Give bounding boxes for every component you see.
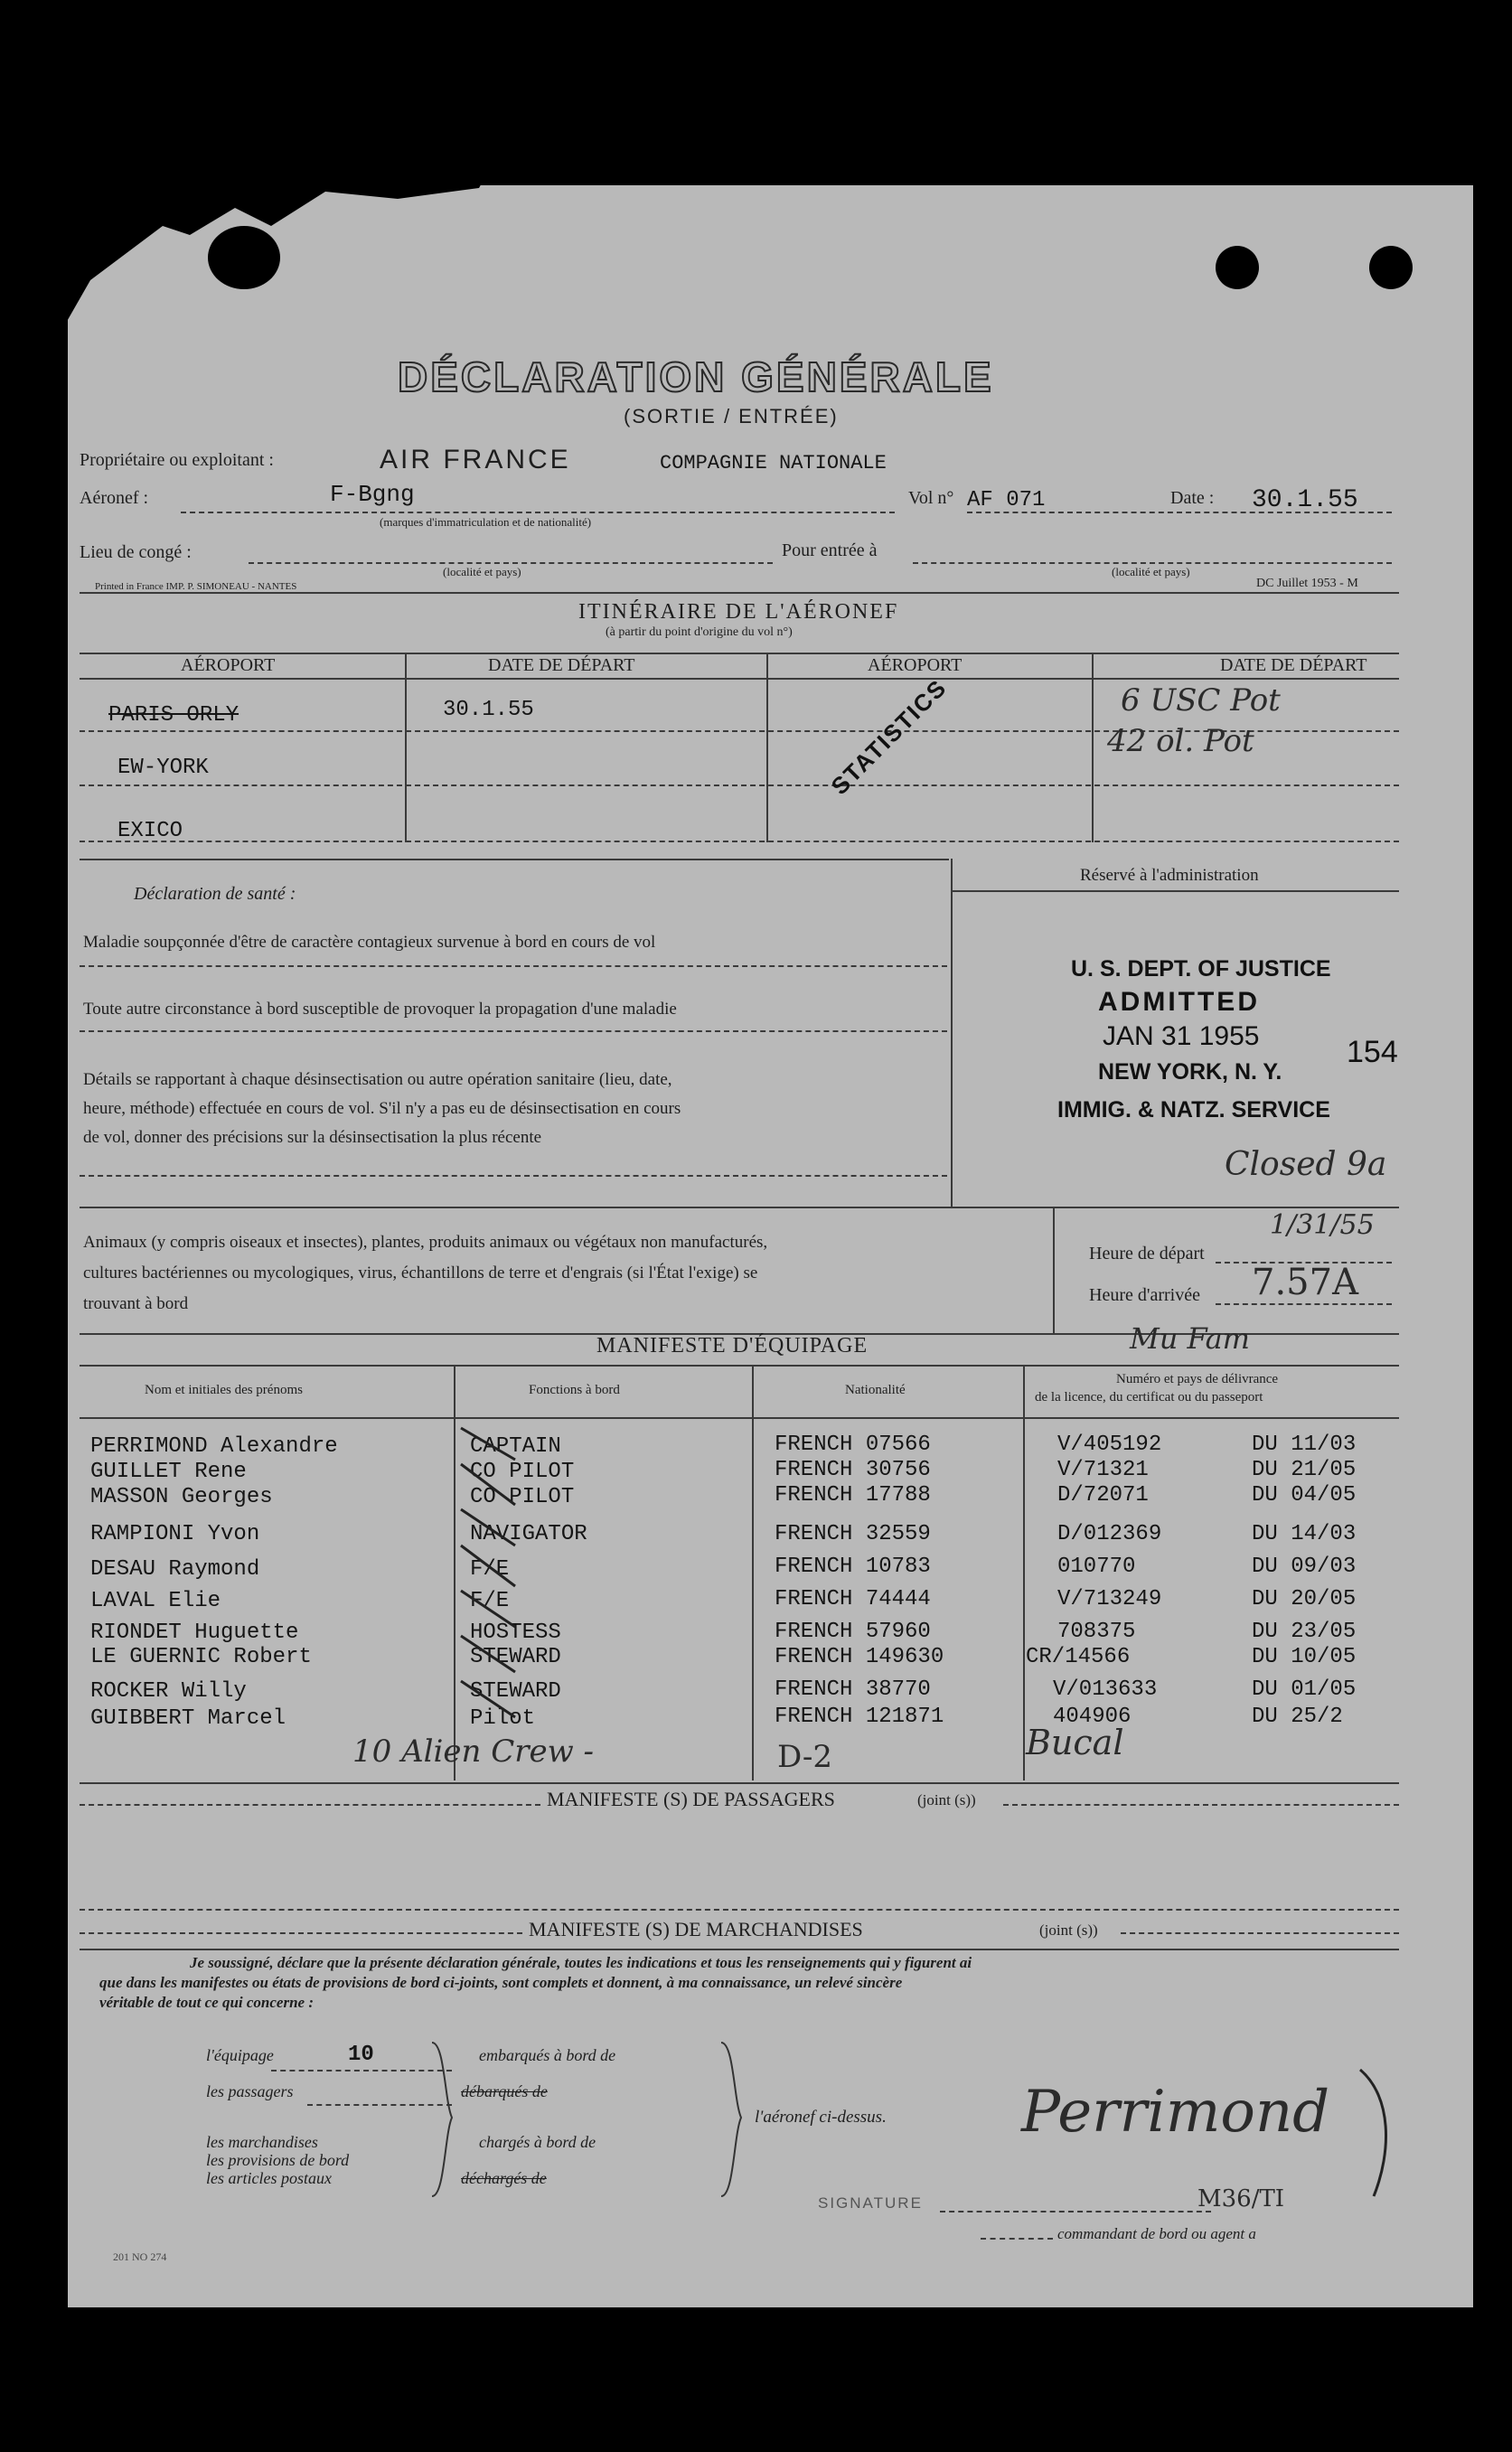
place-note: (localité et pays) (443, 565, 521, 578)
itinerary-date-1: 30.1.55 (443, 698, 534, 722)
punch-hole (1216, 246, 1259, 289)
admitted-stamp-line-1: U. S. DEPT. OF JUSTICE (1071, 956, 1331, 982)
health-row-line (80, 965, 947, 967)
health-line-4c: trouvant à bord (83, 1294, 189, 1313)
boarded-label: embarqués à bord de (479, 2046, 616, 2064)
date-value: 30.1.55 (1252, 486, 1358, 514)
crew-valid: DU 25/2 (1252, 1705, 1343, 1729)
health-title: Déclaration de santé : (134, 884, 296, 904)
itinerary-airport-2: EW-YORK (117, 756, 209, 780)
crew-function: STEWARD (470, 1679, 561, 1704)
crew-col-line (752, 1365, 754, 1780)
crew-valid: DU 01/05 (1252, 1677, 1357, 1702)
health-line-2: Toute autre circonstance à bord susceptible de provoquer la propagation d'une maladie (83, 1000, 677, 1019)
signatory-label: commandant de bord ou agent a (1057, 2225, 1256, 2242)
hand-closed: Closed 9a (1225, 1146, 1387, 1183)
passengers-line-right (1003, 1804, 1399, 1806)
crew-function: CAPTAIN (470, 1434, 561, 1459)
stamp-number: 154 (1347, 1035, 1398, 1069)
aircraft-line (181, 512, 895, 513)
health-admin-divider (951, 859, 953, 1207)
passengers-count-label: les passagers (206, 2082, 294, 2100)
admitted-stamp-line-2: ADMITTED (1098, 987, 1260, 1017)
crew-license: V/405192 (1057, 1433, 1162, 1457)
crew-name: GUILLET Rene (90, 1460, 247, 1484)
flight-line (967, 512, 1392, 513)
itinerary-subtitle: (à partir du point d'origine du vol n°) (606, 625, 793, 639)
passengers-line-left (80, 1804, 540, 1806)
signature-label: SIGNATURE (818, 2194, 923, 2212)
arrival-time-label: Heure d'arrivée (1089, 1285, 1200, 1305)
crew-function: CO PILOT (470, 1485, 575, 1509)
crew-col-nationality: Nationalité (845, 1383, 906, 1397)
passengers-title: MANIFESTE (S) DE PASSAGERS (547, 1788, 835, 1810)
punch-hole (208, 226, 280, 289)
crew-nationality: FRENCH 32559 (775, 1522, 931, 1546)
itinerary-row-line (80, 784, 1399, 786)
signatory-line (981, 2238, 1053, 2240)
crew-license: 404906 (1053, 1705, 1132, 1729)
crew-function: Pilot (470, 1706, 536, 1731)
crew-nationality: FRENCH 10783 (775, 1555, 931, 1579)
statistics-stamp: STATISTICS (825, 673, 953, 801)
health-line-3b: heure, méthode) effectuée en cours de vol. S'il n'y a pas eu de désinsectisation en cours (83, 1099, 681, 1118)
crew-function: NAVIGATOR (470, 1522, 587, 1546)
crew-license: V/013633 (1053, 1677, 1158, 1702)
crew-function: STEWARD (470, 1645, 561, 1669)
crew-nationality: FRENCH 07566 (775, 1433, 931, 1457)
crew-col-license-a: Numéro et pays de délivrance (1116, 1372, 1279, 1386)
health-row-line (80, 1175, 947, 1177)
admitted-stamp-line-3: JAN 31 1955 (1103, 1021, 1260, 1051)
admin-rule (951, 890, 1399, 892)
crew-nationality: FRENCH 30756 (775, 1458, 931, 1482)
crew-name: RIONDET Huguette (90, 1621, 299, 1645)
postal-label: les articles postaux (206, 2169, 332, 2187)
cargo-title: MANIFESTE (S) DE MARCHANDISES (529, 1918, 863, 1940)
crew-name: RAMPIONI Yvon (90, 1522, 260, 1546)
arrival-time-line (1216, 1303, 1392, 1305)
departure-time-label: Heure de départ (1089, 1244, 1205, 1264)
crew-function: CO PILOT (470, 1460, 575, 1484)
declaration-text-3: véritable de tout ce qui concerne : (99, 1994, 315, 2011)
crew-license: V/713249 (1057, 1587, 1162, 1611)
crew-function: F/E (470, 1557, 510, 1582)
crew-name: ROCKER Willy (90, 1679, 247, 1704)
crew-valid: DU 10/05 (1252, 1645, 1357, 1669)
crew-nationality: FRENCH 38770 (775, 1677, 931, 1702)
crew-license: CR/14566 (1026, 1645, 1131, 1669)
itinerary-head-rule (80, 678, 1399, 680)
crew-name: PERRIMOND Alexandre (90, 1434, 338, 1459)
admin-initials: Mu Fam (1130, 1321, 1250, 1356)
col-airport: AÉROPORT (181, 655, 276, 675)
crew-function: HOSTESS (470, 1621, 561, 1645)
cargo-joined: (joint (s)) (1039, 1921, 1098, 1939)
disembarked-label: débarqués de (461, 2082, 548, 2100)
hand-date: 1/31/55 (1270, 1209, 1375, 1241)
times-divider (1053, 1207, 1055, 1333)
crew-top-rule (80, 1365, 1399, 1367)
itinerary-airport-3: EXICO (117, 819, 183, 843)
admin-title: Réservé à l'administration (1080, 866, 1259, 885)
flight-label: Vol n° (908, 488, 954, 508)
provisions-label: les provisions de bord (206, 2151, 350, 2169)
health-top-rule (80, 859, 949, 860)
health-line-4b: cultures bactériennes ou mycologiques, virus, échantillons de terre et d'engrais (si l'État l'exige) se (83, 1264, 758, 1282)
col-departure-date-2: DATE DE DÉPART (1220, 655, 1367, 675)
crew-valid: DU 09/03 (1252, 1555, 1357, 1579)
crew-name: DESAU Raymond (90, 1557, 260, 1582)
goods-label: les marchandises (206, 2133, 318, 2151)
signature-line (940, 2211, 1211, 2212)
header-rule (80, 592, 1399, 594)
itinerary-title: ITINÉRAIRE DE L'AÉRONEF (578, 600, 899, 624)
printer-note: Printed in France IMP. P. SIMONEAU - NANTES (95, 581, 297, 592)
crew-col-name: Nom et initiales des prénoms (145, 1383, 303, 1397)
admitted-stamp-line-5: IMMIG. & NATZ. SERVICE (1057, 1097, 1330, 1123)
owner-label: Propriétaire ou exploitant : (80, 450, 274, 470)
aircraft-value: F-Bgng (330, 481, 415, 508)
form-reference: DC Juillet 1953 - M (1256, 577, 1358, 590)
itinerary-row-line (80, 841, 1399, 842)
crew-col-function: Fonctions à bord (529, 1383, 620, 1397)
aircraft-above-label: l'aéronef ci-dessus. (755, 2108, 887, 2127)
crew-name: LE GUERNIC Robert (90, 1645, 312, 1669)
place-note-2: (localité et pays) (1112, 565, 1190, 578)
itinerary-top-rule (80, 653, 1399, 654)
crew-bottom-rule (80, 1782, 1399, 1784)
aircraft-note: (marques d'immatriculation et de nationalité) (380, 515, 592, 529)
crew-name: GUIBBERT Marcel (90, 1706, 286, 1731)
crew-license: 010770 (1057, 1555, 1136, 1579)
crew-nationality: FRENCH 17788 (775, 1483, 931, 1508)
crew-hand-total: 10 Alien Crew - (352, 1733, 594, 1770)
signature-flourish (1356, 2061, 1410, 2205)
crew-bracket-strokes (434, 1410, 536, 1771)
col-departure-date: DATE DE DÉPART (488, 655, 635, 675)
arrival-place-line (913, 562, 1392, 564)
crew-nationality: FRENCH 149630 (775, 1645, 944, 1669)
col-airport-2: AÉROPORT (868, 655, 963, 675)
arrival-place-label: Pour entrée à (782, 540, 878, 560)
crew-head-rule (80, 1417, 1399, 1419)
crew-name: MASSON Georges (90, 1485, 273, 1509)
declaration-text-1: Je soussigné, déclare que la présente déclaration générale, toutes les indications et tous les renseignements qui y figurent ai (190, 1954, 972, 1971)
departure-place-label: Lieu de congé : (80, 542, 192, 562)
cargo-line-left (80, 1932, 522, 1934)
health-bottom-rule (80, 1207, 1399, 1208)
crew-col-line (1023, 1365, 1025, 1780)
health-line-3a: Détails se rapportant à chaque désinsectisation ou autre opération sanitaire (lieu, date, (83, 1070, 672, 1089)
passengers-body-line (80, 1909, 1399, 1911)
departure-place-line (249, 562, 773, 564)
brace-right (714, 2038, 750, 2201)
admitted-stamp-line-4: NEW YORK, N. Y. (1098, 1059, 1282, 1085)
loaded-label: chargés à bord de (479, 2133, 596, 2151)
cargo-line-right (1121, 1932, 1399, 1934)
declaration-text-2: que dans les manifestes ou états de provisions de bord ci-joints, sont complets et donnent, à ma connaissance, un relevé sincère (99, 1974, 903, 1991)
crew-license: V/71321 (1057, 1458, 1149, 1482)
form-subtitle: (SORTIE / ENTRÉE) (624, 405, 839, 427)
crew-valid: DU 11/03 (1252, 1433, 1357, 1457)
crew-nationality: FRENCH 121871 (775, 1705, 944, 1729)
crew-valid: DU 21/05 (1252, 1458, 1357, 1482)
crew-col-license-b: de la licence, du certificat ou du passeport (1035, 1390, 1263, 1404)
crew-hand-code: D-2 (777, 1739, 833, 1775)
brace-left (425, 2038, 461, 2201)
signature-code: M36/TI (1197, 2185, 1285, 2212)
owner-value: AIR FRANCE (380, 445, 571, 474)
crew-valid: DU 04/05 (1252, 1483, 1357, 1508)
hand-note-2: 42 ol. Pot (1107, 723, 1254, 759)
crew-nationality: FRENCH 74444 (775, 1587, 931, 1611)
health-row-line (80, 1030, 947, 1032)
passengers-joined: (joint (s)) (917, 1791, 976, 1808)
captain-signature: Perrimond (1021, 2079, 1330, 2146)
crew-license: 708375 (1057, 1620, 1136, 1644)
crew-license: D/72071 (1057, 1483, 1149, 1508)
crew-title: MANIFESTE D'ÉQUIPAGE (596, 1334, 869, 1358)
itinerary-col-line (405, 653, 407, 842)
itinerary-airport-1: PARIS ORLY (108, 703, 239, 728)
company-typed: COMPAGNIE NATIONALE (660, 452, 887, 474)
aircraft-label: Aéronef : (80, 488, 149, 508)
health-line-3c: de vol, donner des précisions sur la désinsectisation la plus récente (83, 1128, 542, 1147)
date-label: Date : (1170, 488, 1215, 508)
itinerary-col-line (766, 653, 768, 842)
crew-hand-signature: Bucal (1026, 1723, 1124, 1762)
crew-name: LAVAL Elie (90, 1589, 221, 1613)
crew-nationality: FRENCH 57960 (775, 1620, 931, 1644)
crew-count-label: l'équipage (206, 2046, 274, 2064)
crew-valid: DU 20/05 (1252, 1587, 1357, 1611)
health-line-1: Maladie soupçonnée d'être de caractère contagieux survenue à bord en cours de vol (83, 933, 656, 952)
crew-valid: DU 23/05 (1252, 1620, 1357, 1644)
crew-function: F/E (470, 1589, 510, 1613)
crew-valid: DU 14/03 (1252, 1522, 1357, 1546)
arrival-time-value: 7.57A (1252, 1262, 1358, 1303)
flight-value: AF 071 (967, 488, 1046, 512)
punch-hole (1369, 246, 1413, 289)
cargo-bottom-rule (80, 1949, 1399, 1950)
footer-reference: 201 NO 274 (113, 2250, 167, 2263)
itinerary-col-line (1092, 653, 1094, 842)
unloaded-label: déchargés de (461, 2169, 547, 2187)
form-title: DÉCLARATION GÉNÉRALE (398, 353, 994, 400)
health-line-4a: Animaux (y compris oiseaux et insectes), plantes, produits animaux ou végétaux non manufacturés, (83, 1233, 768, 1252)
hand-note-1: 6 USC Pot (1121, 682, 1281, 719)
crew-count-value: 10 (348, 2043, 374, 2067)
crew-license: D/012369 (1057, 1522, 1162, 1546)
